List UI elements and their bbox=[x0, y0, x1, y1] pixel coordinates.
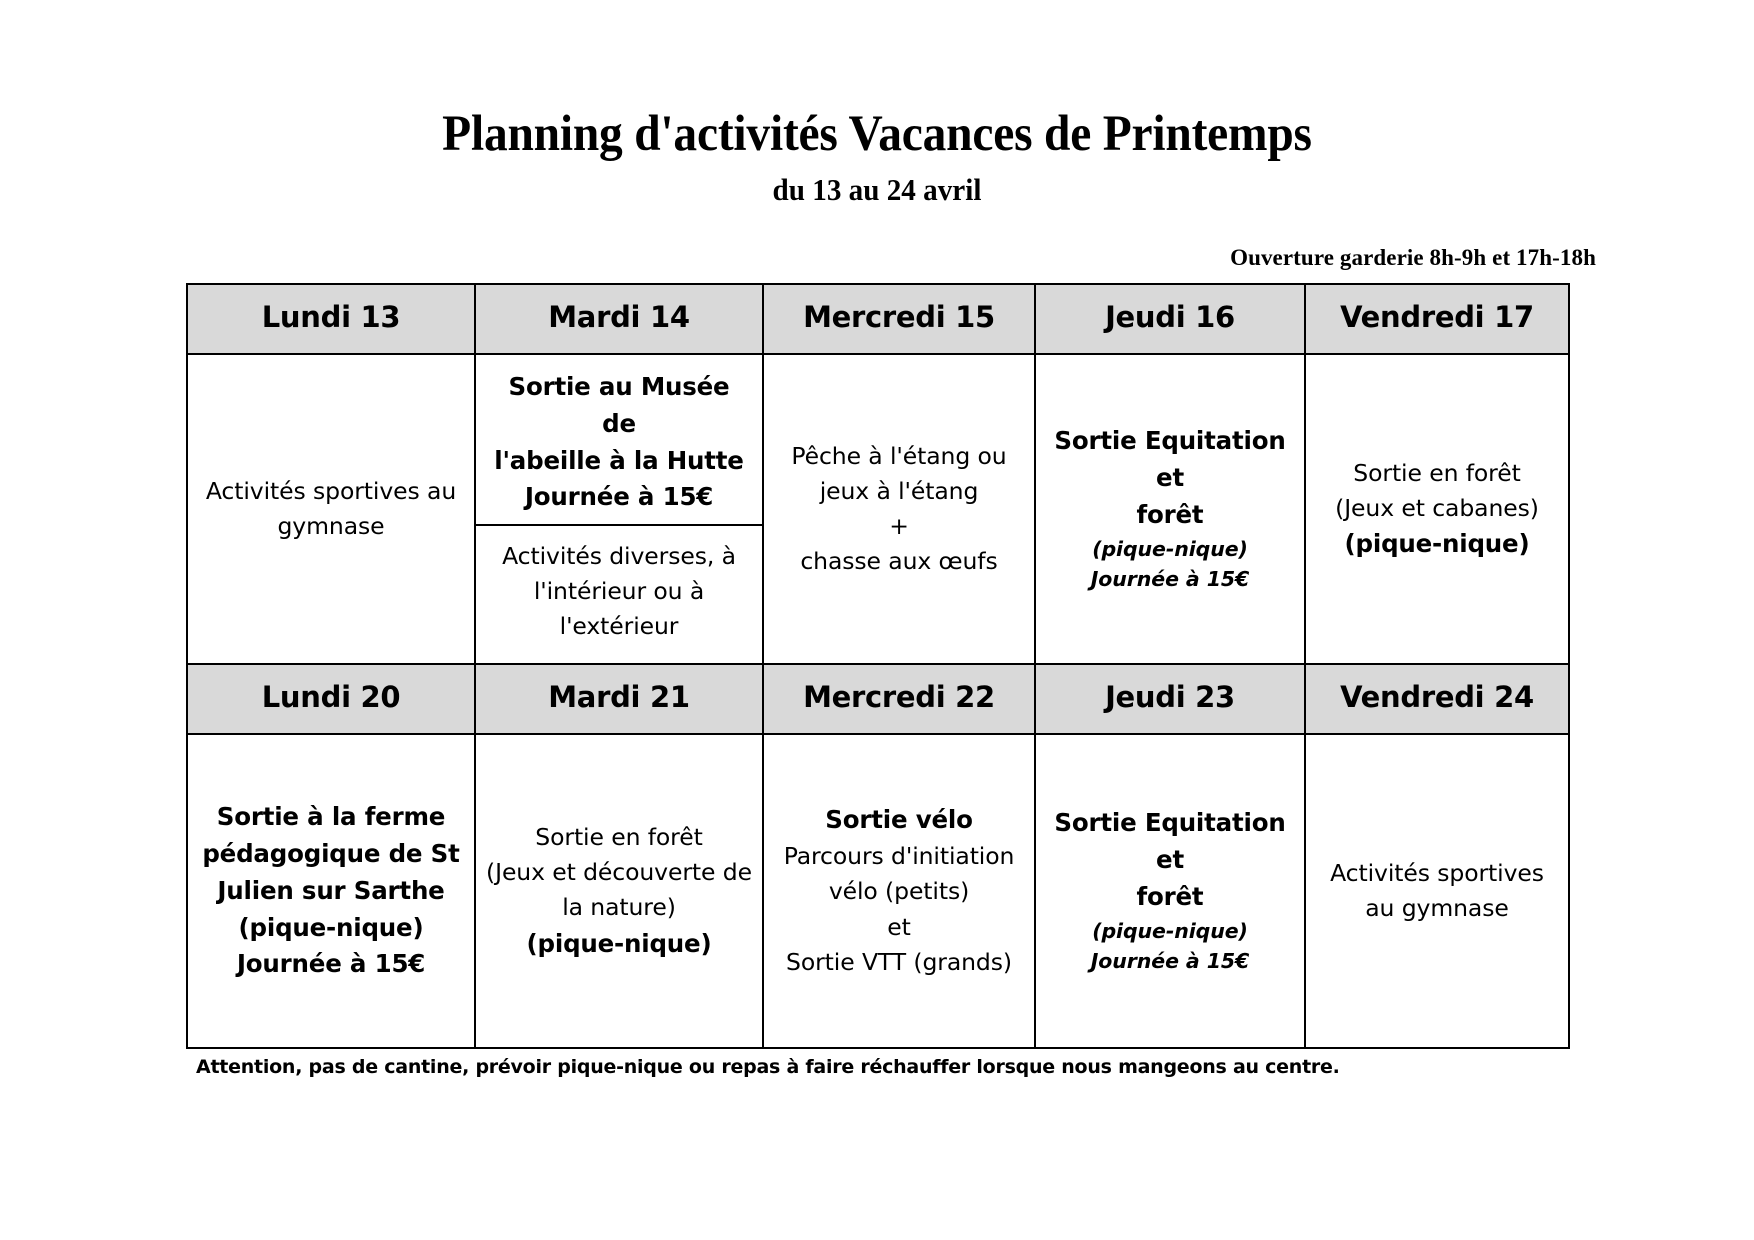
activity-lines bbox=[488, 369, 750, 516]
activity-cell-lundi-20 bbox=[187, 734, 475, 1048]
day-header-mardi-21: Mardi 21 bbox=[475, 664, 763, 734]
day-header-vendredi-17: Vendredi 17 bbox=[1305, 284, 1569, 354]
activity-line: Parcours d'initiation bbox=[783, 842, 1015, 870]
activity-cell-mardi-21 bbox=[475, 734, 763, 1048]
split-cell-mardi-14 bbox=[476, 361, 762, 657]
week1-activity-row bbox=[187, 354, 1569, 664]
activity-line: (pique-nique) bbox=[1344, 529, 1530, 558]
activity-lines bbox=[488, 539, 750, 645]
week2-activity-row bbox=[187, 734, 1569, 1048]
week1-header-row bbox=[187, 284, 1569, 354]
activity-cell-mercredi-15 bbox=[763, 354, 1035, 664]
week2-header-row bbox=[187, 664, 1569, 734]
activity-line: gymnase bbox=[277, 512, 385, 541]
day-header-lundi-13: Lundi 13 bbox=[187, 284, 475, 354]
day-header-mercredi-15: Mercredi 15 bbox=[763, 284, 1035, 354]
day-header-lundi-20: Lundi 20 bbox=[187, 664, 475, 734]
activity-cell-vendredi-17 bbox=[1305, 354, 1569, 664]
activity-line: Journée à 15€ bbox=[1090, 567, 1250, 592]
garderie-note-row bbox=[0, 245, 1754, 271]
day-header-mercredi-22: Mercredi 22 bbox=[763, 664, 1035, 734]
page-title: Planning d'activités Vacances de Printemps bbox=[442, 106, 1312, 162]
activity-line: Sortie Equitation et bbox=[1054, 808, 1294, 874]
planning-table bbox=[186, 283, 1570, 1049]
activity-cell-lundi-13 bbox=[187, 354, 475, 664]
activity-line: (Jeux et cabanes) bbox=[1335, 493, 1539, 522]
activity-line: (pique-nique) bbox=[526, 928, 712, 958]
activity-cell-vendredi-24 bbox=[1305, 734, 1569, 1048]
activity-line: Journée à 15€ bbox=[236, 949, 426, 979]
activity-lines bbox=[198, 799, 464, 983]
activity-line: au gymnase bbox=[1365, 894, 1509, 923]
activity-line: Sortie au Musée de bbox=[508, 372, 738, 438]
activity-lines bbox=[774, 439, 1024, 580]
activity-line: (pique-nique) bbox=[1092, 536, 1248, 561]
activity-lines bbox=[198, 474, 464, 545]
activity-line: Sortie Equitation et bbox=[1054, 426, 1294, 492]
activity-line: et bbox=[887, 912, 911, 941]
activity-lines bbox=[774, 802, 1024, 980]
activity-cell-jeudi-23 bbox=[1035, 734, 1305, 1048]
activity-line: vélo (petits) bbox=[828, 877, 970, 906]
day-header-jeudi-23: Jeudi 23 bbox=[1035, 664, 1305, 734]
activity-lines bbox=[486, 820, 752, 963]
day-header-vendredi-24: Vendredi 24 bbox=[1305, 664, 1569, 734]
activity-line: Julien sur Sarthe bbox=[217, 875, 445, 905]
activity-cell-jeudi-16 bbox=[1035, 354, 1305, 664]
activity-line: Sortie vélo bbox=[825, 805, 973, 835]
activity-line: l'abeille à la Hutte bbox=[494, 445, 744, 475]
activity-lines bbox=[1046, 423, 1294, 595]
activity-line: la nature) bbox=[562, 893, 676, 922]
footnote: Attention, pas de cantine, prévoir pique-nique ou repas à faire réchauffer lorsque nous mangeons au centre. bbox=[196, 1056, 1340, 1079]
activity-line: Activités sportives bbox=[1330, 858, 1544, 887]
activity-line: Sortie VTT (grands) bbox=[786, 947, 1012, 976]
activity-line: Journée à 15€ bbox=[524, 482, 714, 512]
activity-lines bbox=[1316, 456, 1558, 563]
activity-lines bbox=[1046, 805, 1294, 977]
activity-cell-mardi-14 bbox=[475, 354, 763, 664]
activity-line: chasse aux œufs bbox=[800, 547, 998, 576]
planning-table-wrap bbox=[186, 283, 1568, 1049]
activity-line: Activités diverses, à bbox=[502, 541, 736, 570]
activity-line: forêt bbox=[1136, 499, 1204, 529]
activity-line: Sortie à la ferme bbox=[216, 802, 446, 832]
day-header-mardi-14: Mardi 14 bbox=[475, 284, 763, 354]
activity-line: (pique-nique) bbox=[1092, 918, 1248, 943]
activity-line: Activités sportives au bbox=[205, 476, 457, 505]
activity-lines bbox=[1316, 856, 1558, 927]
activity-line: forêt bbox=[1136, 881, 1204, 911]
activity-line: (pique-nique) bbox=[238, 912, 424, 942]
page-subtitle: du 13 au 24 avril bbox=[772, 172, 982, 208]
title-block bbox=[0, 0, 1754, 207]
garderie-note: Ouverture garderie 8h-9h et 17h-18h bbox=[1230, 245, 1596, 271]
activity-line: pédagogique de St bbox=[202, 839, 460, 868]
activity-line: l'intérieur ou à bbox=[533, 577, 705, 605]
activity-line: Journée à 15€ bbox=[1090, 949, 1250, 974]
activity-cell-mardi-14-top bbox=[476, 361, 762, 524]
activity-cell-mercredi-22 bbox=[763, 734, 1035, 1048]
activity-line: Sortie en forêt bbox=[1353, 458, 1521, 487]
day-header-jeudi-16: Jeudi 16 bbox=[1035, 284, 1305, 354]
activity-line: Pêche à l'étang ou bbox=[791, 441, 1007, 470]
activity-line: l'extérieur bbox=[559, 612, 679, 641]
activity-line: jeux à l'étang bbox=[819, 476, 979, 505]
activity-line: Sortie en forêt bbox=[535, 822, 703, 851]
activity-line: (Jeux et découverte de bbox=[486, 858, 752, 887]
activity-line: + bbox=[889, 512, 909, 541]
activity-cell-mardi-14-bottom bbox=[476, 524, 762, 657]
